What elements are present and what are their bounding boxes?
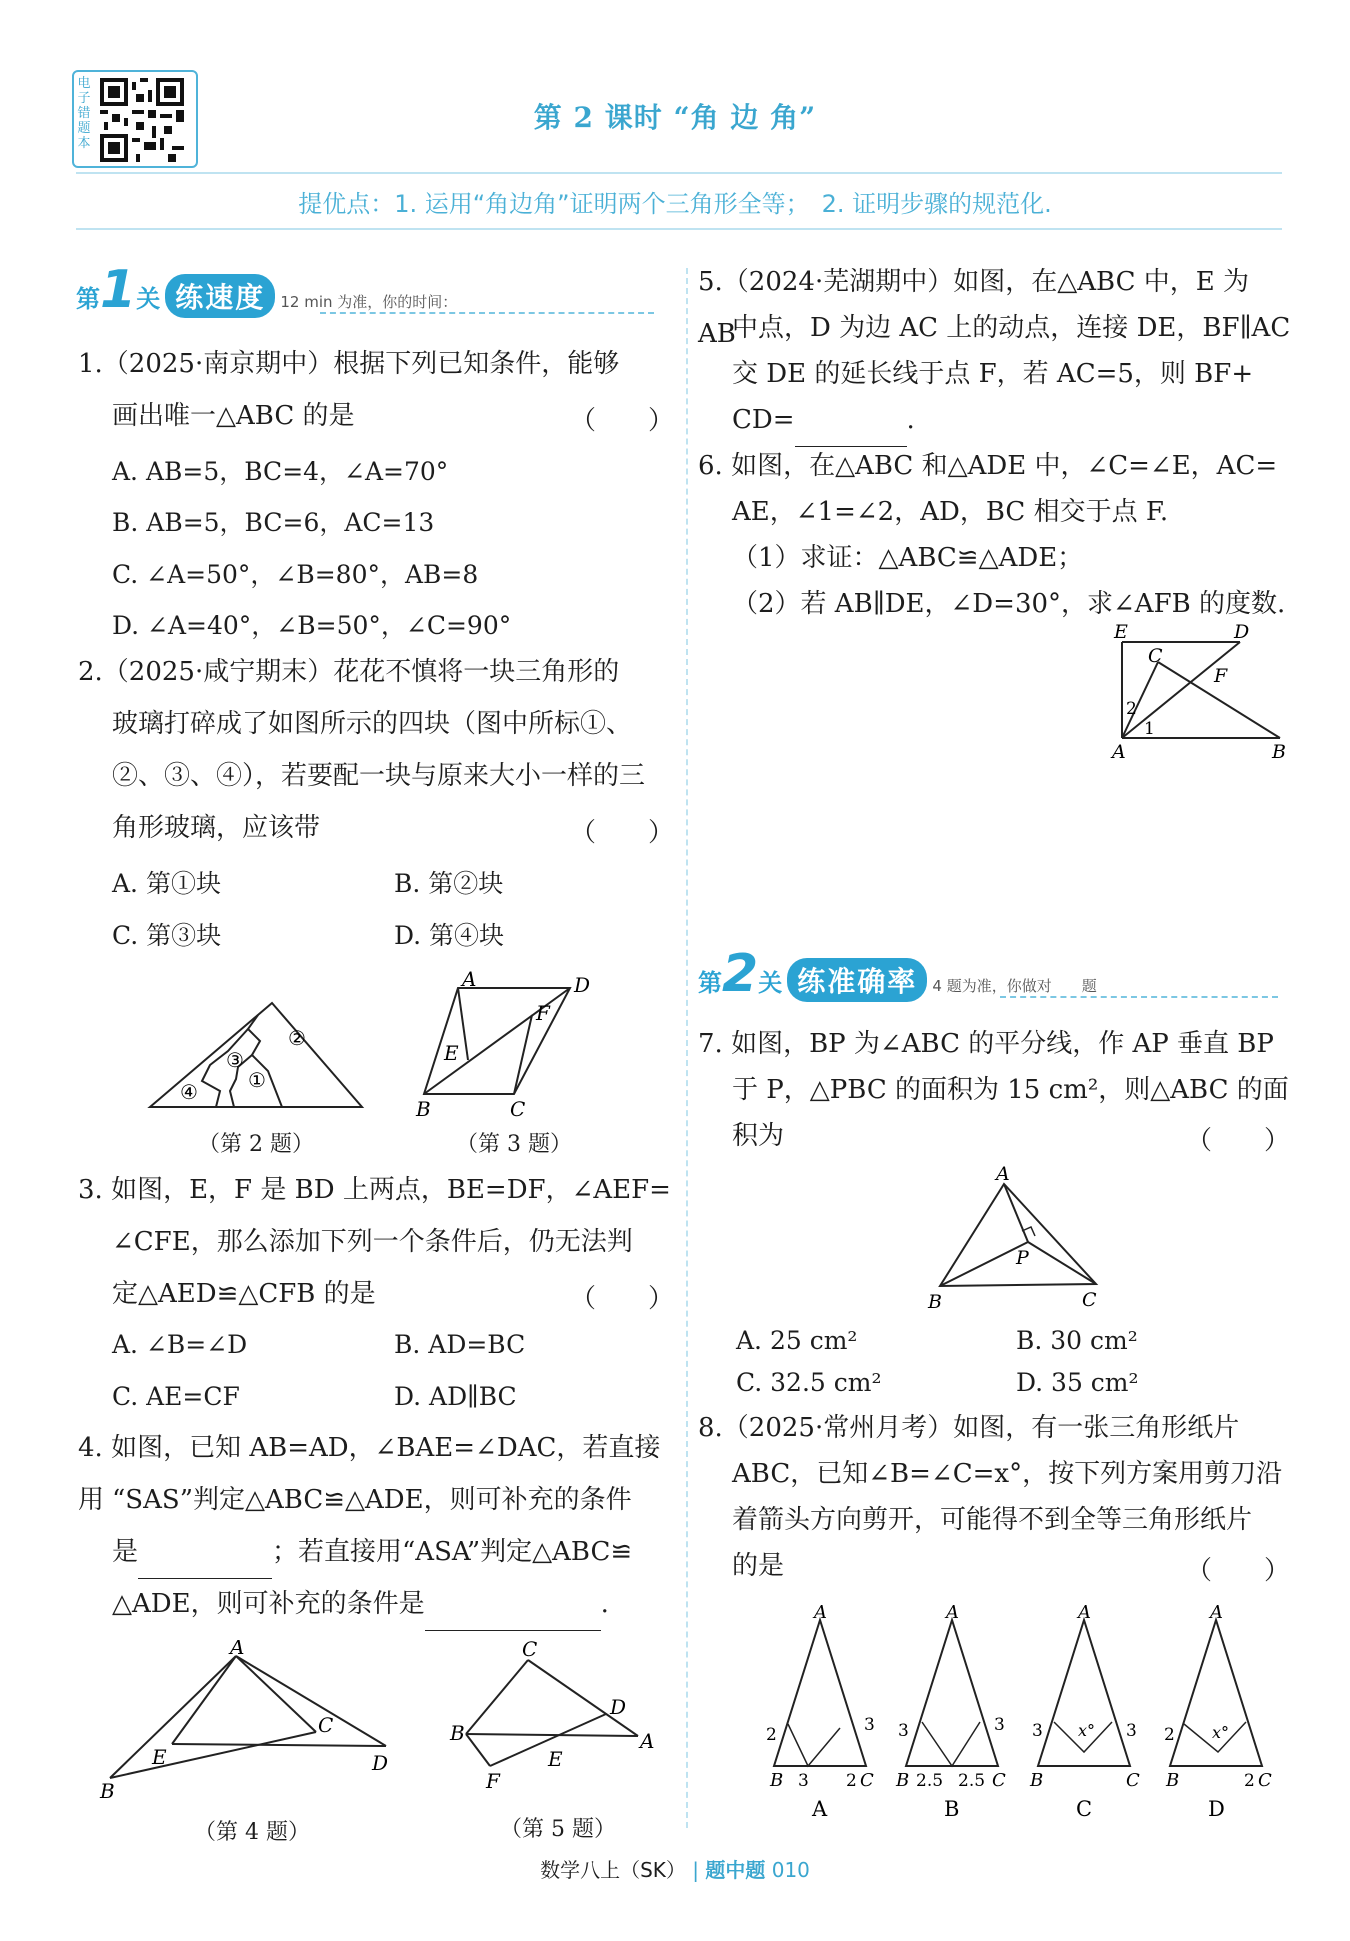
q1-option-c: C. ∠A=50°，∠B=80°，AB=8 [112, 560, 479, 589]
q8c-option-name: C [1076, 1797, 1093, 1821]
q4-line4-text: △ADE，则可补充的条件是 [112, 1589, 425, 1619]
q3-stem-line2: ∠CFE，那么添加下列一个条件后，仍无法判 [112, 1227, 633, 1257]
q1-stem-line1: 1.（2025·南京期中）根据下列已知条件，能够 [78, 349, 620, 379]
q3-option-d: D. AD∥BC [394, 1382, 517, 1411]
q2-piece-4-label: ④ [180, 1080, 198, 1104]
q3-label-c: C [510, 1097, 526, 1120]
q7-option-b: B. 30 cm² [1016, 1326, 1138, 1355]
q8a-label-right: 3 [864, 1715, 875, 1735]
section1-badge: 练速度 [165, 274, 275, 318]
q1-stem-line2: 画出唯一△ABC 的是 [112, 401, 355, 431]
q8c-label-left: 3 [1032, 1721, 1043, 1741]
q8-stem-line2: ABC，已知∠B=∠C=x°，按下列方案用剪刀沿 [732, 1459, 1283, 1489]
footer-brand: 题中题 [705, 1858, 766, 1882]
q5-segment-bf [466, 1734, 490, 1766]
q7-label-a: A [996, 1163, 1010, 1185]
q8c-label-c: C [1126, 1770, 1140, 1791]
q7-stem-line2: 于 P，△PBC 的面积为 15 cm²，则△ABC 的面 [732, 1075, 1289, 1105]
q1-option-b: B. AB=5，BC=6，AC=13 [112, 508, 435, 537]
q5-figure-caption: （第 5 题） [500, 1817, 616, 1842]
q4-stem-line3 [112, 1526, 692, 1579]
q8-stem-line3: 着箭头方向剪开，可能得不到全等三角形纸片 [732, 1505, 1253, 1535]
q2-stem-line2: 玻璃打碎成了如图所示的四块（图中所标①、 [112, 709, 633, 739]
q8b-triangle [906, 1620, 998, 1766]
q2-option-d: D. 第④块 [394, 921, 505, 950]
q4-line3-start: 是 [112, 1537, 139, 1567]
q1-answer-paren[interactable]: （ ） [570, 406, 675, 436]
q2-option-a: A. 第①块 [112, 869, 221, 898]
q8a-cut-line [788, 1724, 840, 1766]
section2-rule [1000, 996, 1278, 998]
q6-label-e: E [1114, 622, 1128, 643]
q6-stem-line1: 6. 如图，在△ABC 和△ADE 中，∠C=∠E，AC= [698, 451, 1278, 481]
q4-blank-sas[interactable] [138, 1526, 272, 1579]
q3-answer-paren[interactable]: （ ） [570, 1284, 675, 1314]
q1-option-a: A. AB=5，BC=4，∠A=70° [112, 457, 449, 486]
q2-crack-1 [248, 1015, 282, 1107]
q8d-label-c: C [1258, 1770, 1272, 1791]
q2-piece-3-label: ③ [226, 1048, 244, 1072]
q7-option-d: D. 35 cm² [1016, 1368, 1139, 1397]
q2-piece-2-label: ② [288, 1026, 306, 1050]
q8-stem-line1: 8.（2025·常州月考）如图，有一张三角形纸片 [698, 1413, 1240, 1443]
header-rule-bottom [76, 228, 1282, 230]
q5-side-ba [466, 1734, 638, 1736]
q6-label-angle1: 1 [1144, 719, 1155, 739]
q4-figure-caption: （第 4 题） [194, 1820, 310, 1845]
q5-label-c: C [522, 1637, 538, 1661]
q2-option-b: B. 第②块 [394, 869, 504, 898]
q8d-label-left: 2 [1164, 1725, 1175, 1745]
q4-side-ae [172, 1656, 236, 1744]
q8c-label-right: 3 [1126, 1721, 1137, 1741]
q8-figure-d[interactable] [1156, 1604, 1276, 1824]
q7-figure [916, 1162, 1116, 1312]
q6-label-f: F [1214, 665, 1228, 687]
q5-line4-end: . [906, 405, 915, 435]
q8b-cut-line [922, 1722, 980, 1766]
q2-stem-line3: ②、③、④），若要配一块与原来大小一样的三 [112, 761, 646, 791]
q3-label-e: E [444, 1041, 459, 1065]
q3-option-a: A. ∠B=∠D [112, 1330, 248, 1359]
q4-blank-asa[interactable] [425, 1578, 601, 1631]
q3-figure [410, 970, 610, 1120]
q2-stem-line4: 角形玻璃，应该带 [112, 813, 321, 843]
q8a-label-bottom1: 3 [798, 1771, 809, 1791]
q6-segment-ad [1122, 642, 1240, 738]
q8c-label-angle: x° [1078, 1721, 1096, 1740]
q2-piece-1-label: ① [248, 1068, 266, 1092]
q8a-label-c: C [860, 1770, 874, 1791]
q4-figure [96, 1640, 396, 1800]
q8a-option-name: A [812, 1797, 828, 1821]
q4-line3-rest: ；若直接用“ASA”判定△ABC≌ [272, 1537, 633, 1567]
q7-segment-ap [1004, 1184, 1028, 1242]
q8c-triangle [1038, 1620, 1130, 1766]
q4-stem-line4 [112, 1578, 672, 1631]
q5-label-e: E [548, 1747, 563, 1771]
q7-answer-paren[interactable]: （ ） [1186, 1126, 1291, 1156]
section2-di: 第 [698, 969, 722, 997]
section1-di: 第 [76, 285, 100, 313]
q8d-label-angle: x° [1212, 1723, 1230, 1742]
q5-figure [446, 1636, 666, 1796]
q7-stem-line3: 积为 [732, 1121, 785, 1151]
q1-option-d: D. ∠A=40°，∠B=50°，∠C=90° [112, 611, 512, 640]
q2-figure-caption: （第 2 题） [198, 1132, 314, 1157]
key-points: 提优点：1. 运用“角边角”证明两个三角形全等； 2. 证明步骤的规范化. [298, 190, 1052, 218]
q6-label-a: A [1112, 741, 1126, 762]
footer-page-number: 010 [771, 1858, 810, 1882]
q8d-label-b: B [1166, 1770, 1180, 1791]
q5-label-d: D [610, 1695, 627, 1719]
qr-caption: 电子错题本 [77, 76, 91, 151]
q3-option-c: C. AE=CF [112, 1382, 240, 1411]
q7-label-c: C [1082, 1289, 1097, 1311]
q7-option-c: C. 32.5 cm² [736, 1368, 882, 1397]
section2-header [698, 944, 1288, 1004]
q4-line4-end: . [600, 1589, 609, 1619]
q3-option-b: B. AD=BC [394, 1330, 526, 1359]
section1-header [76, 260, 656, 320]
header-rule-top [76, 172, 1282, 174]
q8b-label-bottom1: 2.5 [916, 1771, 944, 1791]
section1-note: 12 min 为准，你的时间： [280, 293, 458, 311]
q6-sub2: （2）若 AB∥DE，∠D=30°，求∠AFB 的度数. [732, 589, 1286, 619]
q4-side-ac [236, 1656, 316, 1732]
q7-stem-line1: 7. 如图，BP 为∠ABC 的平分线，作 AP 垂直 BP [698, 1029, 1274, 1059]
q4-label-c: C [318, 1713, 334, 1737]
q6-label-d: D [1234, 622, 1250, 643]
q7-option-a: A. 25 cm² [736, 1326, 858, 1355]
q3-label-b: B [416, 1097, 431, 1120]
footer-book: 数学八上（SK） [540, 1858, 686, 1882]
q3-label-d: D [574, 973, 591, 997]
q2-figure [140, 995, 370, 1115]
q8a-label-a: A [814, 1604, 827, 1623]
q5-stem-line2: 中点，D 为边 AC 上的动点，连接 DE，BF∥AC [732, 313, 1291, 343]
q4-side-ab [110, 1656, 236, 1778]
q4-label-b: B [100, 1779, 115, 1800]
q5-line4-text: CD= [732, 405, 795, 435]
q8b-label-left: 3 [898, 1721, 909, 1741]
q3-label-f: F [536, 1001, 550, 1025]
q8a-label-b: B [770, 1770, 784, 1791]
q8b-label-a: A [946, 1604, 959, 1623]
q6-label-b: B [1272, 741, 1286, 762]
lesson-title: 第 2 课时 “角 边 角” [533, 101, 817, 134]
section2-badge: 练准确率 [787, 958, 927, 1002]
q5-stem-line1: 5.（2024·芜湖期中）如图，在△ABC 中，E 为 AB [698, 267, 1250, 349]
q6-sub1: （1）求证：△ABC≌△ADE； [732, 543, 1084, 573]
q8-answer-paren[interactable]: （ ） [1186, 1556, 1291, 1586]
q3-stem-line1: 3. 如图，E，F 是 BD 上两点，BE=DF，∠AEF= [78, 1175, 671, 1205]
q3-stem-line3: 定△AED≌△CFB 的是 [112, 1279, 376, 1309]
q4-label-a: A [230, 1640, 245, 1659]
q2-option-c: C. 第③块 [112, 921, 222, 950]
q2-stem-line1: 2.（2025·咸宁期末）花花不慎将一块三角形的 [78, 657, 620, 687]
q8-figure-a[interactable] [760, 1604, 880, 1824]
q8a-label-left: 2 [766, 1725, 777, 1745]
section2-note: 4 题为准，你做对 题 [932, 977, 1097, 995]
q5-label-a: A [640, 1729, 655, 1753]
q5-label-f: F [486, 1769, 500, 1793]
page-footer [0, 1854, 1350, 1883]
q4-side-bc [110, 1732, 316, 1778]
q8d-label-a: A [1210, 1604, 1223, 1623]
q7-label-p: P [1016, 1247, 1029, 1269]
q3-segment-ae [458, 988, 468, 1060]
q8d-label-bottom2: 2 [1244, 1771, 1255, 1791]
q7-label-b: B [928, 1291, 942, 1312]
q8a-triangle [774, 1620, 866, 1766]
q6-stem-line2: AE，∠1=∠2，AD，BC 相交于点 F. [732, 497, 1169, 527]
q8b-option-name: B [944, 1797, 960, 1821]
q8b-label-right: 3 [994, 1715, 1005, 1735]
q8d-option-name: D [1208, 1797, 1225, 1821]
q3-figure-caption: （第 3 题） [456, 1132, 572, 1157]
q6-label-angle2: 2 [1126, 699, 1137, 719]
q8a-label-bottom2: 2 [846, 1771, 857, 1791]
q8-stem-line4: 的是 [732, 1551, 785, 1581]
q8b-label-c: C [992, 1770, 1006, 1791]
q4-side-ed [172, 1744, 386, 1746]
section1-number: 1 [100, 260, 137, 320]
q8-figure-b[interactable] [892, 1604, 1012, 1824]
q4-label-e: E [152, 1745, 167, 1769]
section1-rule [320, 312, 654, 314]
section1-guan: 关 [136, 285, 161, 313]
q8d-triangle [1170, 1620, 1262, 1766]
q2-answer-paren[interactable]: （ ） [570, 818, 675, 848]
q4-stem-line2: “SAS”判定△ABC≌△ADE，则可补充的条件 [112, 1485, 632, 1515]
q5-side-cb [466, 1660, 528, 1734]
q4-stem-line1: 4. 如图，已知 AB=AD，∠BAE=∠DAC，若直接用 [78, 1433, 661, 1515]
q4-label-d: D [372, 1751, 389, 1775]
q8b-label-bottom2: 2.5 [958, 1771, 986, 1791]
q8-figure-c[interactable] [1024, 1604, 1144, 1824]
q8c-label-a: A [1078, 1604, 1091, 1623]
column-divider [686, 268, 688, 1828]
q5-stem-line3: 交 DE 的延长线于点 F，若 AC=5，则 BF+ [732, 359, 1254, 389]
q6-label-c: C [1148, 645, 1163, 667]
section2-guan: 关 [758, 969, 783, 997]
q8b-label-b: B [896, 1770, 910, 1791]
q8c-label-b: B [1030, 1770, 1044, 1791]
q5-label-b: B [450, 1721, 465, 1745]
footer-separator: | [692, 1858, 699, 1882]
section2-number: 2 [722, 944, 759, 1004]
q3-label-a: A [462, 970, 477, 991]
q6-figure [1100, 622, 1300, 762]
